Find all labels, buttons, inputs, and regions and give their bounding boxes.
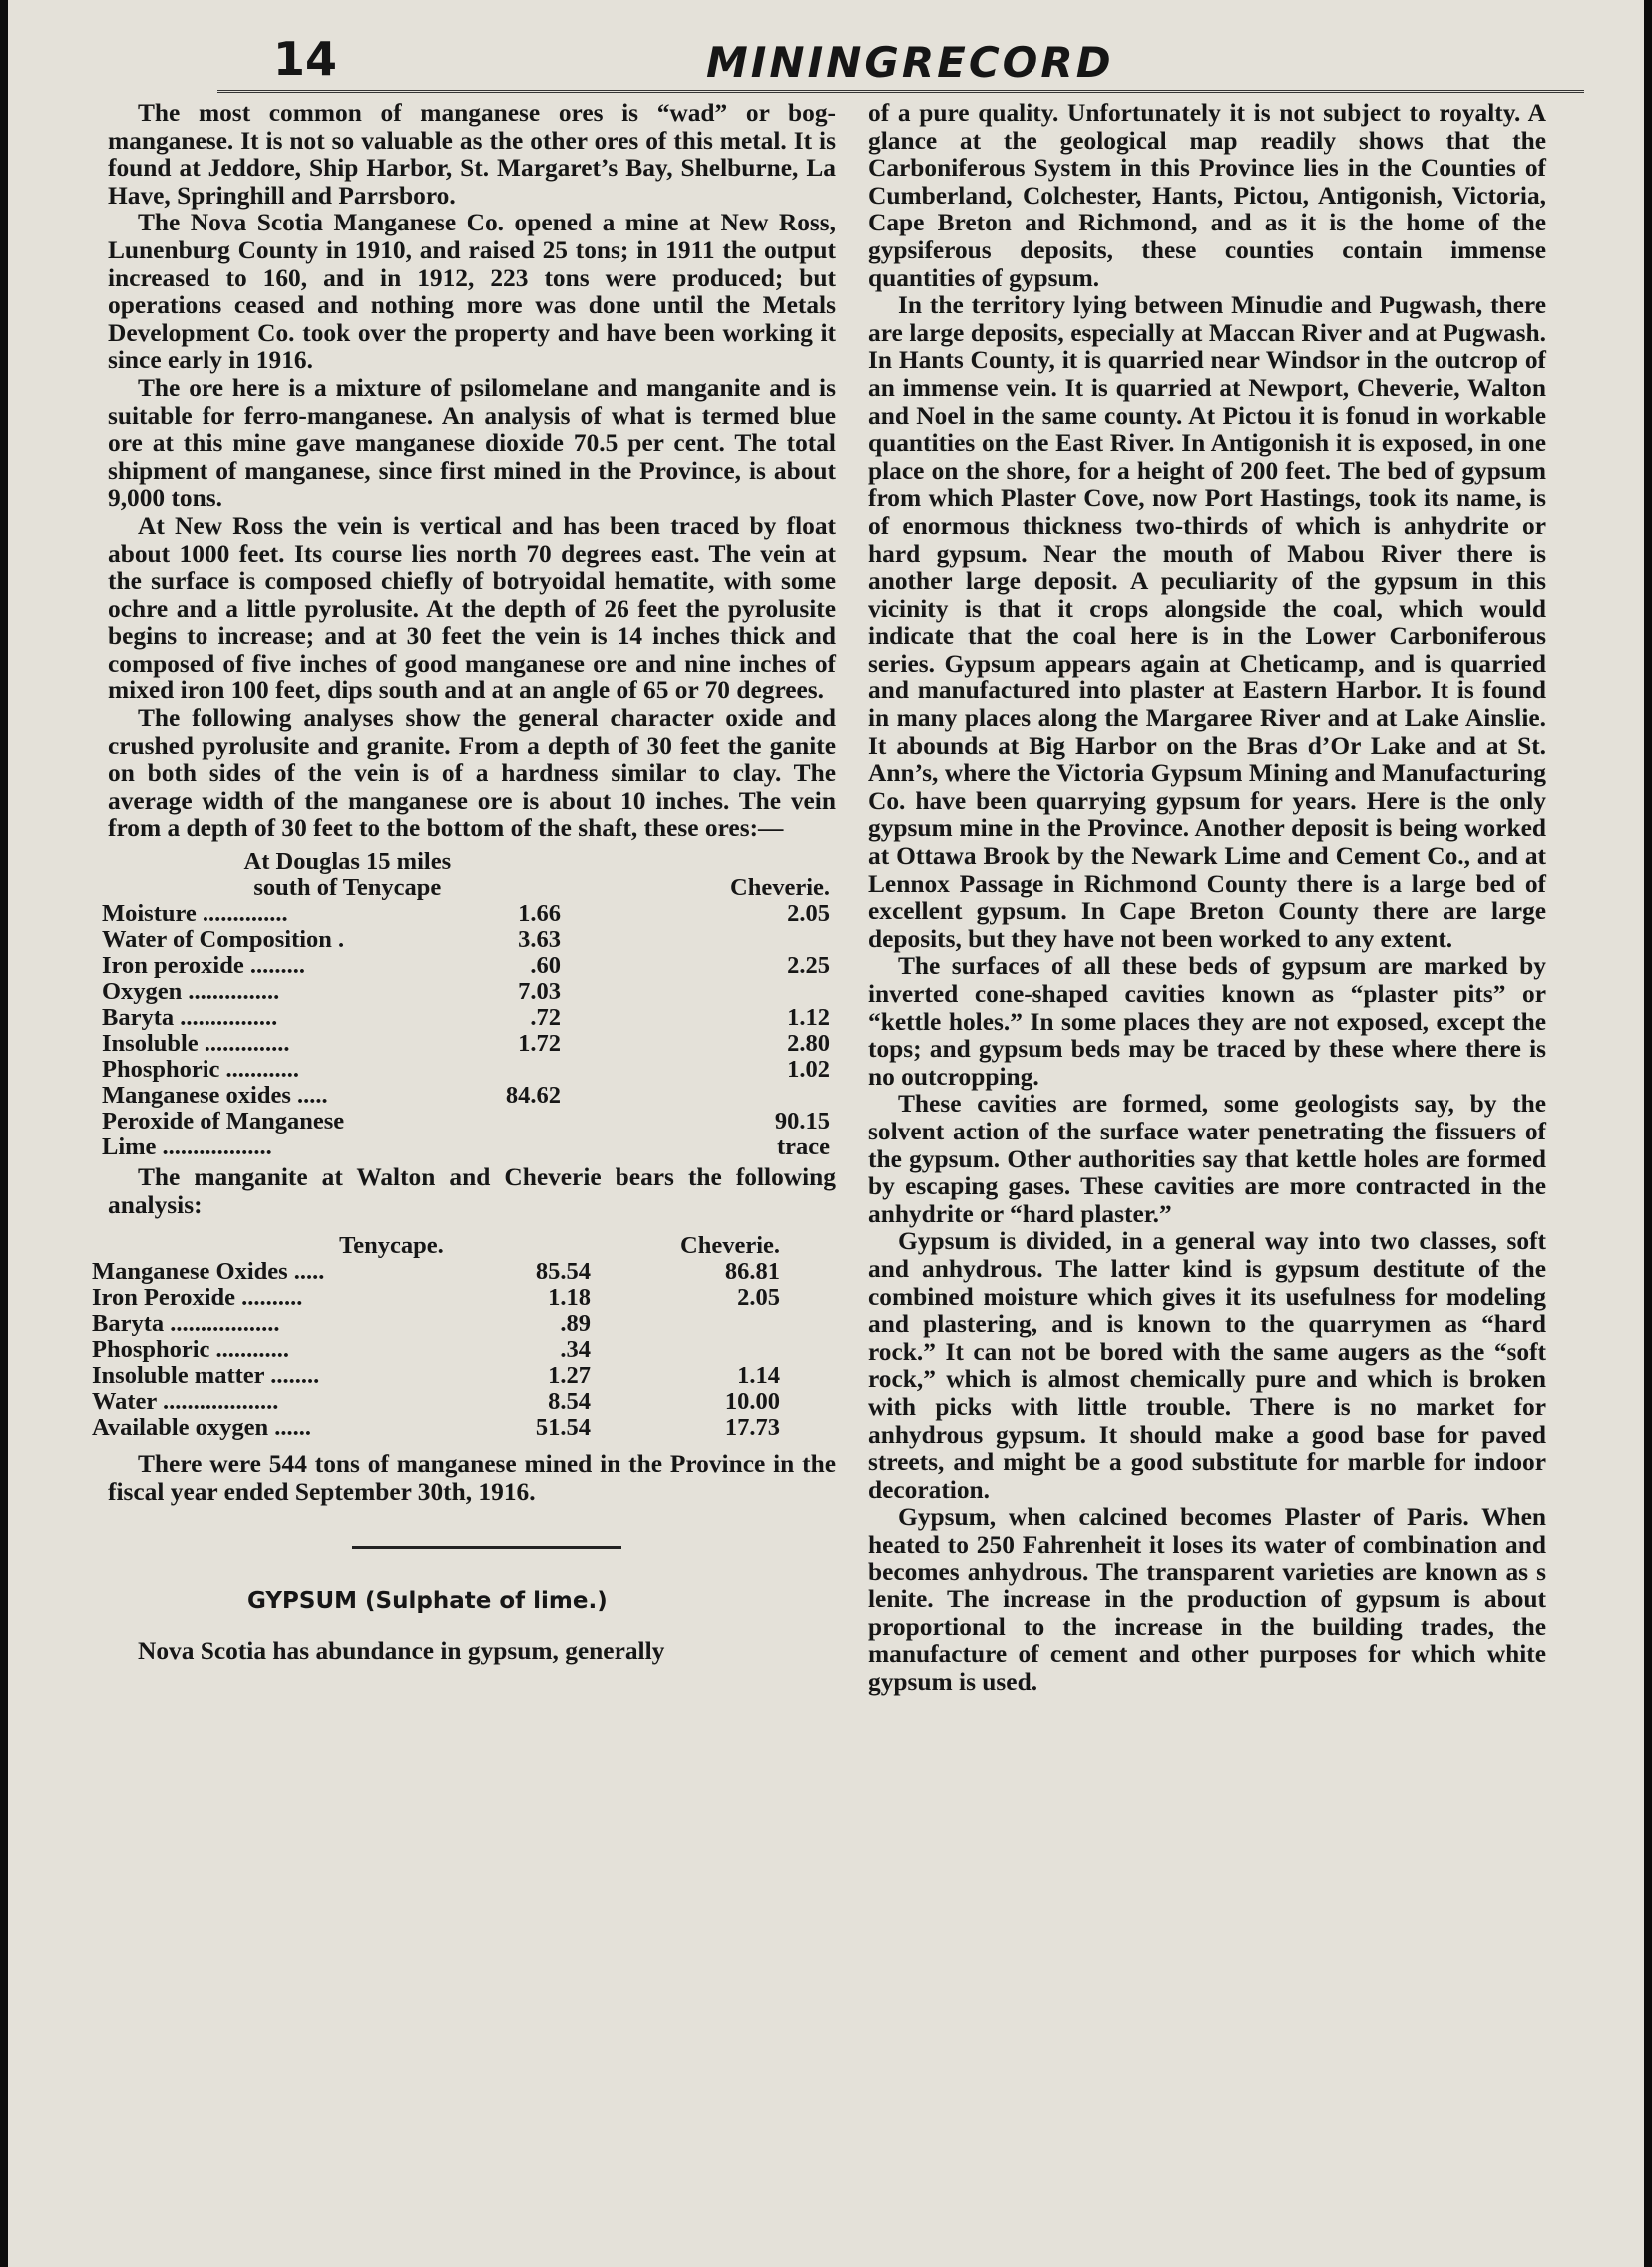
analysis-table-rows	[102, 901, 830, 1160]
table-cell-b: 17.73	[724, 1414, 780, 1442]
table-cell-a: 8.54	[548, 1388, 591, 1416]
paragraph: The manganite at Walton and Cheverie bears the following analysis:	[108, 1163, 836, 1219]
table-cell-b: 2.25	[787, 952, 830, 980]
table-cell-label: Water of Composition .	[102, 926, 345, 954]
table-cell-a	[431, 1134, 561, 1160]
paragraph: Nova Scotia has abundance in gypsum, generally	[138, 1637, 665, 1665]
left-column	[92, 99, 836, 1666]
table-cell-b: 90.15	[774, 1108, 830, 1135]
table-cell-label: Moisture ..............	[102, 900, 288, 928]
section-divider	[352, 1546, 621, 1549]
table-header-a-line2: south of Tenycape	[253, 874, 442, 902]
table-cell-label: Manganese Oxides .....	[92, 1258, 325, 1286]
table-cell-a: 1.27	[548, 1362, 591, 1390]
table-cell-label: Phosphoric ............	[92, 1336, 290, 1364]
table-row	[92, 1363, 780, 1389]
table-row	[102, 901, 830, 927]
table-cell-b: 2.80	[787, 1030, 830, 1058]
table-cell-b: 1.02	[787, 1056, 830, 1084]
table-header-a	[102, 849, 594, 901]
table-cell-b	[561, 927, 830, 953]
table-header-a-line1: At Douglas 15 miles	[243, 848, 452, 876]
section-title-gypsum: GYPSUM (Sulphate of lime.)	[247, 1588, 608, 1615]
table-row	[102, 1109, 830, 1134]
table-cell-a: .34	[560, 1336, 591, 1364]
table-row	[92, 1415, 780, 1441]
table-header-row	[102, 849, 830, 901]
table-row	[92, 1285, 780, 1311]
table-cell-label: Iron peroxide .........	[102, 952, 305, 980]
table-row	[102, 927, 830, 953]
paragraph: There were 544 tons of manganese mined in the Province in the fiscal year ended September 30th, 1916.	[108, 1450, 836, 1506]
table-cell-label: Insoluble matter ........	[92, 1362, 320, 1390]
paragraph: The ore here is a mixture of psilomelane and manganite and is suitable for ferro-manganese. An analysis of what is termed blue ore at this mine gave manganese dioxide 70.5 per cent. The total shipment of manganese, since first mined in the Province, is about 9,000 tons.	[108, 373, 836, 513]
table-row	[102, 1057, 830, 1083]
table-cell-a: 84.62	[505, 1082, 561, 1110]
table-row	[92, 1259, 780, 1285]
table-cell-b	[561, 979, 830, 1005]
table-row	[92, 1389, 780, 1415]
analysis-table-douglas-cheverie	[102, 849, 830, 901]
header-rule	[217, 90, 1584, 93]
paragraph: The following analyses show the general character oxide and crushed pyrolusite and granite. From a depth of 30 feet the ganite on both sides of the vein is of a hardness similar to clay. The average width of the manganese ore is about 10 inches. The vein from a depth of 30 feet to the bottom of the shaft, these ores:—	[108, 704, 836, 843]
table-cell-b: trace	[776, 1134, 830, 1161]
table-row	[102, 1083, 830, 1109]
table-header-b: Cheverie.	[730, 874, 830, 902]
paragraph: These cavities are formed, some geologists say, by the solvent action of the surface water penetrating the fissuers of the gypsum. Other authorities say that kettle holes are formed by escaping gases. These cavities are more contracted in the anhydrite or “hard plaster.”	[868, 1090, 1546, 1228]
table-cell-a: 3.63	[518, 926, 561, 954]
table-cell-b	[561, 1083, 830, 1109]
paragraph: At New Ross the vein is vertical and has been traced by float about 1000 feet. Its course lies north 70 degrees east. The vein at the surface is composed chiefly of botryoidal hematite, with some ochre and a little pyrolusite. At the depth of 26 feet the pyrolusite begins to increase; and at 30 feet the vein is 14 inches thick and composed of five inches of good manganese ore and nine inches of mixed iron 100 feet, dips south and at an angle of 65 or 70 degrees.	[108, 511, 836, 705]
table-row	[102, 1031, 830, 1057]
table-cell-label: Manganese oxides .....	[102, 1082, 328, 1110]
table-cell-b	[591, 1337, 780, 1363]
table-cell-b: 2.05	[737, 1284, 780, 1312]
table-row	[102, 979, 830, 1005]
table-cell-b: 10.00	[724, 1388, 780, 1416]
table-cell-b: 2.05	[787, 900, 830, 928]
table-cell-label: Oxygen ...............	[102, 978, 280, 1006]
table-header-row	[92, 1233, 780, 1259]
paragraph: Gypsum is divided, in a general way into two classes, soft and anhydrous. The latter kind is gypsum destitute of the combined moisture which gives it its usefulness for modeling and plastering, and is known to the quarrymen as “hard rock.” It can not be bored with the same augers as the “soft rock,” which is almost chemically pure and which is broken with picks with little trouble. There is no market for anhydrous gypsum. It should make a good base for paved streets, and might be a good substitute for marble for indoor decoration.	[868, 1227, 1546, 1504]
table-cell-label: Lime ..................	[102, 1134, 272, 1161]
table-cell-label: Baryta ..................	[92, 1310, 280, 1338]
paragraph: The surfaces of all these beds of gypsum are marked by inverted cone-shaped cavities known as “plaster pits” or “kettle holes.” In some places they are not exposed, except the tops; and gypsum beds may be traced by these where there is no outcropping.	[868, 952, 1546, 1091]
table-cell-label: Phosphoric ............	[102, 1056, 300, 1084]
table-cell-a	[431, 1057, 561, 1083]
right-column	[868, 100, 1546, 1696]
table-cell-a: 1.18	[548, 1284, 591, 1312]
table-cell-a: 85.54	[535, 1258, 591, 1286]
table-cell-label: Peroxide of Manganese	[102, 1108, 345, 1135]
paragraph: The most common of manganese ores is “wad” or bog-manganese. It is not so valuable as the other ores of this metal. It is found at Jeddore, Ship Harbor, St. Margaret’s Bay, Shelburne, La Have, Springhill and Parrsboro.	[108, 99, 836, 210]
table-cell-a: .72	[530, 1004, 561, 1032]
table-cell-b	[591, 1311, 780, 1337]
table-cell-a: 1.66	[518, 900, 561, 928]
analysis-table-rows	[92, 1259, 780, 1441]
table-cell-label: Water ...................	[92, 1388, 279, 1416]
table-cell-label: Baryta ................	[102, 1004, 278, 1032]
table-cell-a: .60	[530, 952, 561, 980]
page-number: 14	[273, 32, 338, 86]
table-cell-b: 1.14	[737, 1362, 780, 1390]
table-row	[92, 1311, 780, 1337]
table-row	[102, 953, 830, 979]
table-row	[92, 1337, 780, 1363]
table-cell-a: 1.72	[518, 1030, 561, 1058]
table-cell-b: 1.12	[787, 1004, 830, 1032]
analysis-table-tenycape-cheverie	[92, 1233, 780, 1259]
table-row	[102, 1134, 830, 1160]
table-cell-a: 7.03	[518, 978, 561, 1006]
table-cell-a: 51.54	[535, 1414, 591, 1442]
scanned-page	[8, 0, 1644, 2267]
masthead-title: MININGRECORD	[706, 38, 1114, 87]
table-cell-b: 86.81	[724, 1258, 780, 1286]
table-cell-label: Available oxygen ......	[92, 1414, 312, 1442]
table-cell-label: Iron Peroxide ..........	[92, 1284, 303, 1312]
table-cell-a: .89	[560, 1310, 591, 1338]
table-row	[102, 1005, 830, 1031]
table-header-a: Tenycape.	[339, 1232, 444, 1260]
paragraph: In the territory lying between Minudie and Pugwash, there are large deposits, especially at Maccan River and at Pugwash. In Hants County, it is quarried near Windsor in the outcrop of an immense vein. It is quarried at Newport, Cheverie, Walton and Noel in the same county. At Pictou it is fonud in workable quantities on the East River. In Antigonish it is exposed, in one place on the shore, for a height of 200 feet. The bed of gypsum from which Plaster Cove, now Port Hastings, took its name, is of enormous thickness two-thirds of which is anhydrite or hard gypsum. Near the mouth of Mabou River there is another large deposit. A peculiarity of the gypsum in this vicinity is that it crops alongside the coal, which would indicate that the coal here is in the Lower Carboniferous series. Gypsum appears again at Cheticamp, and is quarried and manufactured into plaster at Eastern Harbor. It is found in many places along the Margaree River and at Lake Ainslie. It abounds at Big Harbor on the Bras d’Or Lake and at St. Ann’s, where the Victoria Gypsum Mining and Manufacturing Co. have been quarrying gypsum for years. Here is the only gypsum mine in the Province. Another deposit is being worked at Ottawa Brook by the Newark Lime and Cement Co., and at Lennox Passage in Richmond County there is a large bed of excellent gypsum. In Cape Breton County there are large deposits, but they have not been worked to any extent.	[868, 291, 1546, 953]
table-cell-a	[431, 1109, 561, 1134]
paragraph: of a pure quality. Unfortunately it is not subject to royalty. A glance at the geological map readily shows that the Carboniferous System in this Province lies in the Counties of Cumberland, Colchester, Hants, Pictou, Antigonish, Victoria, Cape Breton and Richmond, and as it is the home of the gypsiferous deposits, these counties contain immense quantities of gypsum.	[868, 99, 1546, 292]
paragraph: Gypsum, when calcined becomes Plaster of Paris. When heated to 250 Fahrenheit it loses its water of combination and becomes anhydrous. The transparent varieties are known as s lenite. The increase in the production of gypsum is about proportional to the increase in the building trades, the manufacture of cement and other purposes for which white gypsum is used.	[868, 1503, 1546, 1696]
paragraph: The Nova Scotia Manganese Co. opened a mine at New Ross, Lunenburg County in 1910, and raised 25 tons; in 1911 the output increased to 160, and in 1912, 223 tons were produced; but operations ceased and nothing more was done until the Metals Development Co. took over the property and have been working it since early in 1916.	[108, 209, 836, 375]
table-header-b: Cheverie.	[680, 1232, 780, 1260]
table-cell-label: Insoluble ..............	[102, 1030, 290, 1058]
